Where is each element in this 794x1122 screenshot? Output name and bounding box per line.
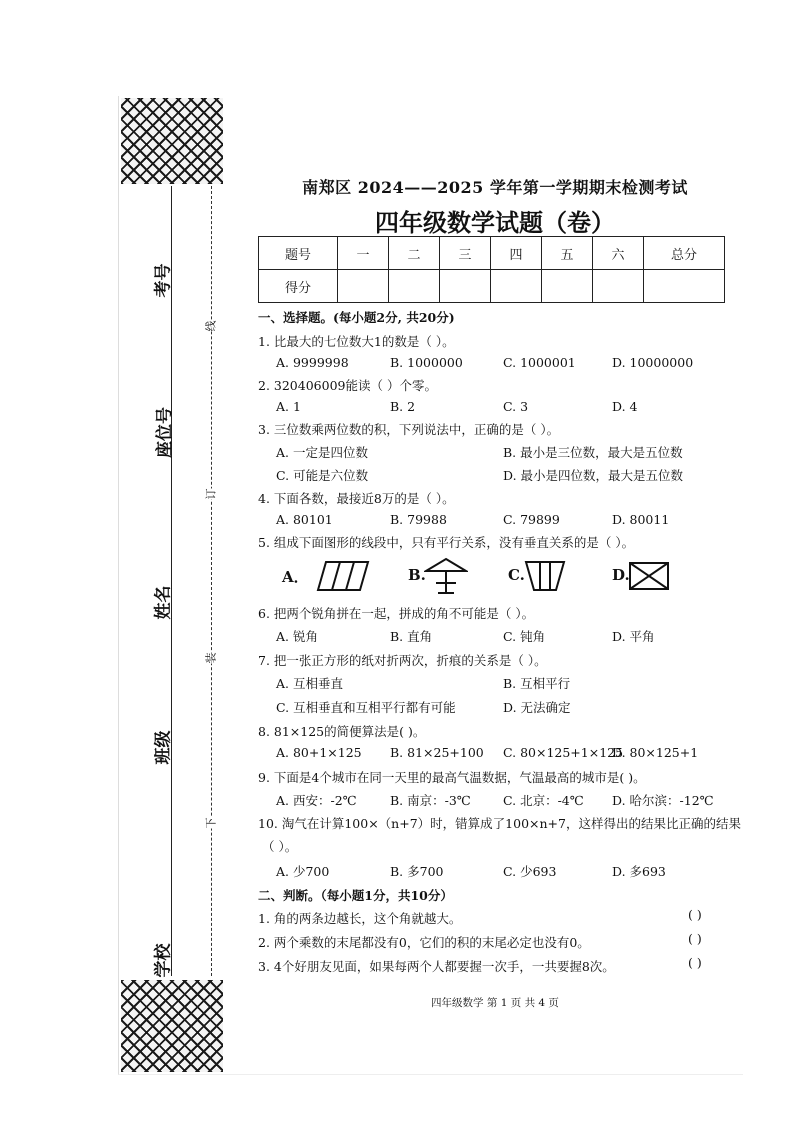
question-2-option-a[interactable]: A. 1 (276, 399, 301, 414)
question-7-option-c[interactable]: C. 互相垂直和互相平行都有可能 (276, 700, 456, 715)
field-school: 学校 (153, 943, 174, 978)
binding-mark-staple: 订 (204, 488, 218, 500)
judgment-answer-blank-1[interactable]: ( ) (688, 907, 702, 922)
score-cell: 四 (491, 237, 542, 270)
score-input-cell[interactable] (440, 270, 491, 303)
question-4-option-d[interactable]: D. 80011 (612, 512, 670, 527)
score-cell: 二 (389, 237, 440, 270)
score-table (258, 236, 725, 303)
section1-heading: 一、选择题。(每小题2分, 共20分) (258, 310, 455, 325)
score-cell: 一 (338, 237, 389, 270)
exam-subtitle: 四年级数学试题（卷） (375, 209, 615, 237)
question-3-stem: 3. 三位数乘两位数的积，下列说法中，正确的是（ ）。 (258, 422, 560, 437)
question-1-option-d[interactable]: D. 10000000 (612, 355, 694, 370)
page-footer: 四年级数学 第 1 页 共 4 页 (431, 997, 559, 1009)
question-1-stem: 1. 比最大的七位数大1的数是（ ）。 (258, 334, 455, 349)
question-4-option-c[interactable]: C. 79899 (503, 512, 560, 527)
question-5-option-a[interactable]: A． (282, 568, 309, 586)
binding-solid-line (171, 186, 172, 976)
exam-title: 南郑区 2024——2025 学年第一学期期末检测考试 (302, 178, 688, 197)
trapezoid-figure-icon (524, 560, 566, 592)
score-table-header-row (259, 237, 725, 270)
question-3-option-d[interactable]: D. 最小是四位数，最大是五位数 (503, 468, 684, 483)
score-input-cell[interactable] (593, 270, 644, 303)
hatch-pattern-top (121, 98, 223, 184)
question-6-option-d[interactable]: D. 平角 (612, 629, 655, 644)
score-input-cell[interactable] (644, 270, 725, 303)
question-6-option-b[interactable]: B. 直角 (390, 629, 433, 644)
score-input-cell[interactable] (338, 270, 389, 303)
question-2-option-c[interactable]: C. 3 (503, 399, 529, 414)
question-7-option-d[interactable]: D. 无法确定 (503, 700, 571, 715)
arrow-tree-figure-icon (424, 557, 468, 595)
judgment-item-3: 3. 4个好朋友见面，如果每两个人都要握一次手，一共要握8次。 (258, 959, 615, 974)
question-8-option-d[interactable]: D. 80×125+1 (612, 745, 699, 760)
rectangle-with-diagonals-icon (628, 561, 670, 591)
score-cell: 得分 (259, 270, 338, 303)
question-6-option-a[interactable]: A. 锐角 (276, 629, 318, 644)
score-cell: 三 (440, 237, 491, 270)
field-name: 姓名 (153, 585, 174, 620)
question-10-stem-continued: （ ）。 (262, 839, 298, 854)
question-5-option-c[interactable]: C. (508, 566, 525, 584)
question-7-option-b[interactable]: B. 互相平行 (503, 676, 571, 691)
question-5-stem: 5. 组成下面图形的线段中，只有平行关系，没有垂直关系的是（ ）。 (258, 535, 635, 550)
question-9-option-c[interactable]: C. 北京：-4℃ (503, 793, 584, 808)
score-cell: 五 (542, 237, 593, 270)
question-10-stem: 10. 淘气在计算100×（n+7）时，错算成了100×n+7，这样得出的结果比正确的结果 (258, 816, 741, 831)
judgment-item-1: 1. 角的两条边越长，这个角就越大。 (258, 911, 462, 926)
question-3-option-b[interactable]: B. 最小是三位数，最大是五位数 (503, 445, 683, 460)
section2-heading: 二、判断。（每小题1分，共10分） (258, 888, 453, 903)
score-cell: 六 (593, 237, 644, 270)
question-6-stem: 6. 把两个锐角拼在一起，拼成的角不可能是（ ）。 (258, 606, 535, 621)
question-2-stem: 2. 320406009能读（ ）个零。 (258, 378, 437, 393)
question-8-stem: 8. 81×125的简便算法是( )。 (258, 724, 426, 739)
score-cell: 题号 (259, 237, 338, 270)
judgment-answer-blank-3[interactable]: ( ) (688, 955, 702, 970)
question-8-option-a[interactable]: A. 80+1×125 (276, 745, 362, 760)
question-9-stem: 9. 下面是4个城市在同一天里的最高气温数据，气温最高的城市是( )。 (258, 770, 646, 785)
hatch-pattern-bottom (121, 980, 223, 1072)
question-2-option-b[interactable]: B. 2 (390, 399, 416, 414)
score-cell: 总分 (644, 237, 725, 270)
question-6-option-c[interactable]: C. 钝角 (503, 629, 546, 644)
question-9-option-d[interactable]: D. 哈尔滨：-12℃ (612, 793, 714, 808)
question-1-option-b[interactable]: B. 1000000 (390, 355, 463, 370)
score-table-score-row (259, 270, 725, 303)
question-4-option-a[interactable]: A. 80101 (276, 512, 333, 527)
question-5-option-d[interactable]: D. (612, 566, 630, 584)
binding-mark-bind: 装 (204, 652, 218, 664)
parallelogram-figure-icon (316, 560, 370, 592)
question-10-option-a[interactable]: A. 少700 (276, 864, 330, 879)
question-2-option-d[interactable]: D. 4 (612, 399, 638, 414)
binding-mark-line: 线 (204, 320, 218, 332)
judgment-item-2: 2. 两个乘数的末尾都没有0，它们的积的末尾必定也没有0。 (258, 935, 590, 950)
field-class: 班级 (153, 730, 174, 765)
question-9-option-a[interactable]: A. 西安：-2℃ (276, 793, 357, 808)
question-1-option-c[interactable]: C. 1000001 (503, 355, 576, 370)
question-8-option-b[interactable]: B. 81×25+100 (390, 745, 484, 760)
question-3-option-a[interactable]: A. 一定是四位数 (276, 445, 368, 460)
score-input-cell[interactable] (542, 270, 593, 303)
question-10-option-b[interactable]: B. 多700 (390, 864, 444, 879)
question-4-option-b[interactable]: B. 79988 (390, 512, 447, 527)
question-5-option-b[interactable]: B. (408, 566, 426, 584)
score-input-cell[interactable] (491, 270, 542, 303)
question-7-option-a[interactable]: A. 互相垂直 (276, 676, 343, 691)
question-8-option-c[interactable]: C. 80×125+1×125 (503, 745, 624, 760)
question-10-option-d[interactable]: D. 多693 (612, 864, 666, 879)
question-9-option-b[interactable]: B. 南京：-3℃ (390, 793, 471, 808)
binding-mark-down: 下 (204, 817, 218, 829)
question-3-option-c[interactable]: C. 可能是六位数 (276, 468, 369, 483)
field-seat-number: 座位号 (155, 407, 175, 458)
score-input-cell[interactable] (389, 270, 440, 303)
field-exam-number: 考号 (153, 263, 174, 298)
binding-dashed-line (211, 186, 212, 976)
judgment-answer-blank-2[interactable]: ( ) (688, 931, 702, 946)
question-4-stem: 4. 下面各数，最接近8万的是（ ）。 (258, 491, 455, 506)
question-1-option-a[interactable]: A. 9999998 (276, 355, 349, 370)
question-10-option-c[interactable]: C. 少693 (503, 864, 557, 879)
question-7-stem: 7. 把一张正方形的纸对折两次，折痕的关系是（ ）。 (258, 653, 547, 668)
